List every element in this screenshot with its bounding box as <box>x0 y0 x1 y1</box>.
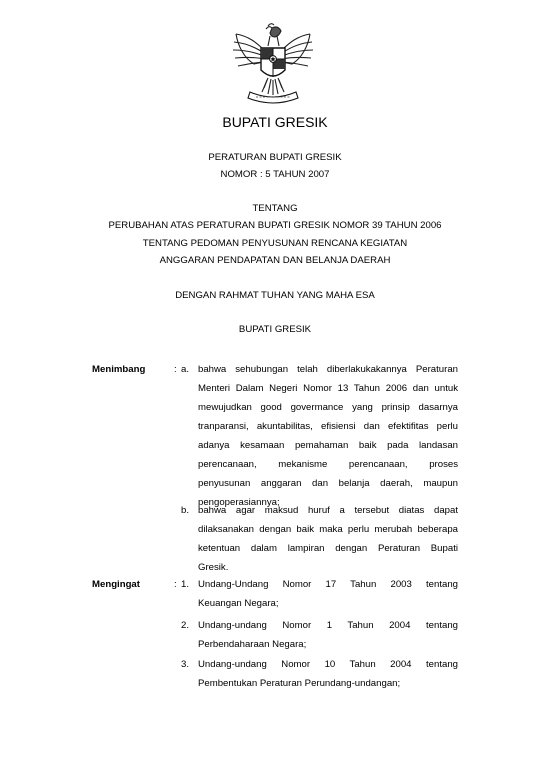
menimbang-item-b <box>198 501 458 577</box>
subject-about: TENTANG <box>252 203 298 214</box>
text-line: ketentuan dalam lampiran dengan Peraturan Bupati <box>198 543 458 554</box>
signatory-heading: BUPATI GRESIK <box>238 324 312 335</box>
regulation-number: NOMOR : 5 TAHUN 2007 <box>220 169 330 180</box>
mengingat-marker-3: 3. <box>181 659 190 670</box>
menimbang-label: Menimbang <box>92 364 146 375</box>
text-line: dilaksanakan dengan baik maka perlu merubah beberapa <box>198 524 458 535</box>
mengingat-item-1 <box>198 575 458 613</box>
mengingat-marker-2: 2. <box>181 620 190 631</box>
text-line: Undang-undang Nomor 10 Tahun 2004 tentang <box>198 659 458 670</box>
mengingat-label: Mengingat <box>92 579 140 590</box>
text-line: Menteri Dalam Negeri Nomor 13 Tahun 2006 dan untuk <box>198 383 458 394</box>
garuda-emblem-icon <box>228 22 318 110</box>
subject-line-1: PERUBAHAN ATAS PERATURAN BUPATI GRESIK NOMOR 39 TAHUN 2006 <box>108 220 442 231</box>
regulation-type: PERATURAN BUPATI GRESIK <box>208 152 342 163</box>
text-line: pengoperasiannya; <box>198 497 280 508</box>
mengingat-marker-1: 1. <box>181 579 190 590</box>
menimbang-marker-a: a. <box>181 364 190 375</box>
subject-line-2: TENTANG PEDOMAN PENYUSUNAN RENCANA KEGIATAN <box>142 238 408 249</box>
menimbang-colon: : <box>174 364 177 375</box>
mengingat-item-2 <box>198 616 458 654</box>
text-line: Perbendaharaan Negara; <box>198 639 307 650</box>
preamble: DENGAN RAHMAT TUHAN YANG MAHA ESA <box>175 290 375 301</box>
menimbang-marker-b: b. <box>181 505 190 516</box>
subject-line-3: ANGGARAN PENDAPATAN DAN BELANJA DAERAH <box>159 255 391 266</box>
office-title: BUPATI GRESIK <box>222 114 328 130</box>
mengingat-colon: : <box>174 579 177 590</box>
menimbang-item-a <box>198 360 458 512</box>
text-line: Keuangan Negara; <box>198 598 279 609</box>
text-line: bahwa agar maksud huruf a tersebut diatas dapat <box>198 505 458 516</box>
text-line: Gresik. <box>198 562 229 573</box>
text-line: adanya kesamaan pemahaman baik pada landasan <box>198 440 458 451</box>
text-line: penyusunan anggaran dan belanja daerah, maupun <box>198 478 458 489</box>
mengingat-item-3 <box>198 655 458 693</box>
text-line: bahwa sehubungan telah diberlakukakannya Peraturan <box>198 364 458 375</box>
text-line: mewujudkan good govermance yang prinsip dasarnya <box>198 402 458 413</box>
text-line: perencanaan, mekanisme perencanaan, proses <box>198 459 458 470</box>
text-line: Pembentukan Peraturan Perundang-undangan; <box>198 678 401 689</box>
text-line: Undang-undang Nomor 1 Tahun 2004 tentang <box>198 620 458 631</box>
text-line: tranparansi, akuntabilitas, efisiensi dan efektifitas perlu <box>198 421 458 432</box>
text-line: Undang-Undang Nomor 17 Tahun 2003 tentang <box>198 579 458 590</box>
